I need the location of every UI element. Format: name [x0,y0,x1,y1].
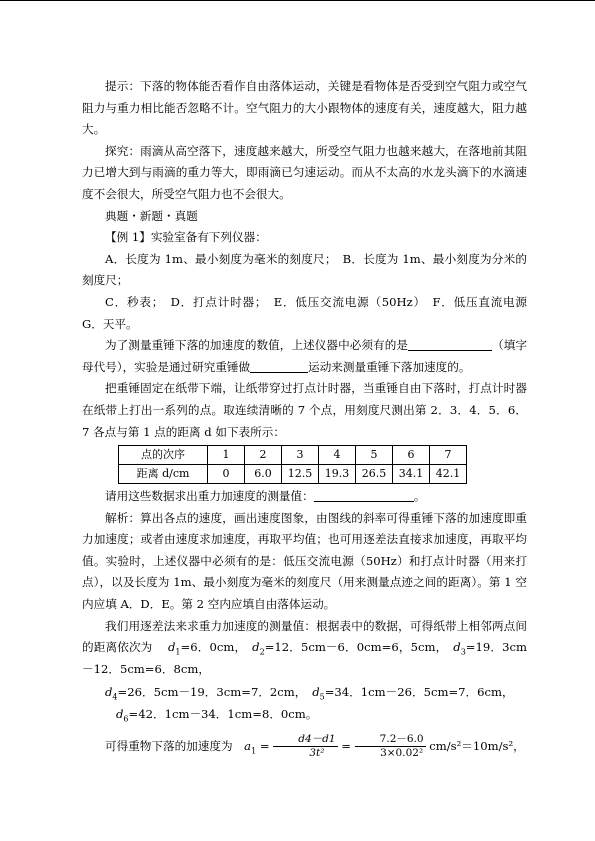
question-1-part-c: 运动来测量重锤下落加速度的。 [308,359,471,374]
answer-blank-2[interactable] [250,358,308,373]
d3-value: =19．3cm－12．5cm=6．8cm， [82,640,527,676]
question-1-part-b: （填字母代号），实验是通过研究重锤做 [82,338,527,374]
question-3 [82,486,527,508]
fraction-2-numerator: 7.2－6.0 [355,733,426,747]
question-1-part-a: 为了测量重锤下落的加速度的数值，上述仪器中必须有的是 [105,338,409,353]
explore-paragraph: 探究：雨滴从高空落下，速度越来越大，所受空气阻力也越来越大，在落地前其阻力已增大到与雨滴的重力等大，即雨滴已匀速运动。而从不太高的水龙头滴下的水滴速度不会很大，所受空气阻力也不会很大。 [82,143,527,201]
table-cell: 5 [356,446,393,465]
table-cell: 2 [245,446,282,465]
table-cell: 3 [282,446,319,465]
table-cell: 19.3 [319,465,356,484]
table-cell: 0 [208,465,245,484]
hint-paragraph: 提示：下落的物体能否看作自由落体运动，关键是看物体是否受到空气阻力或空气阻力与重力相比能否忽略不计。空气阻力的大小跟物体的速度有关，速度越大，阻力越大。 [82,79,527,137]
d6-line: $d_6=42$．1cm－34．1cm=8．0cm。 [116,707,318,724]
fraction-2-denominator: 3×0.02² [380,747,424,760]
section-title: 典题・新题・真题 [105,208,198,223]
result-text: 可得重物下落的加速度为 [105,738,233,753]
d2-value: =12．5cm－6．0cm=6，5cm， [264,640,442,655]
table-cell: 26.5 [356,465,393,484]
table-header-label: 点的次序 [119,446,208,465]
table-row [119,465,467,484]
answer-blank-3[interactable] [314,487,414,502]
method-paragraph: 我们用逐差法来求重力加速度的测量值：根据表中的数据，可得纸带上相邻两点间的距离依次为 $d_1=6$．0cm， $d_2=12$．5cm－6．0cm=6，5cm， $d_3=19$．3cm－12．5cm=6．8cm， [82,618,527,676]
table-cell: 7 [430,446,467,465]
table-cell: 1 [208,446,245,465]
fraction-1-numerator: d4－d1 [273,733,337,747]
table-cell: 6.0 [245,465,282,484]
fraction-1-denominator: 3t² [309,747,325,760]
page-top-border [0,0,595,1]
question-1 [82,335,527,378]
result-line: 可得重物下落的加速度为 $a_1$ = $\frac{d4-d1}{\text{3t²}}$ = $\frac{7.2-6.0}{\text{3×0.02²}}$ cm/s²＝10m/s²， [105,733,525,760]
table-row [119,446,467,465]
answer-blank-1[interactable] [408,336,492,351]
options-line-1: A．长度为 1m、最小刻度为毫米的刻度尺； B．长度为 1m、最小刻度为分米的刻度尺； [82,251,527,288]
table-cell: 42.1 [430,465,467,484]
table-cell: 12.5 [282,465,319,484]
table-cell: 4 [319,446,356,465]
d4-d5-line: $d_4=26$．5cm－19．3cm=7．2cm， $d_5=34$．1cm－26．5cm=7．6cm， [105,685,514,702]
question-3-end: 。 [413,489,426,504]
table-cell: 6 [393,446,430,465]
d1-value: =6．0cm， [180,640,241,655]
table-cell: 34.1 [393,465,430,484]
question-3-text: 请用这些数据求出重力加速度的测量值： [105,489,314,504]
question-2: 把重锤固定在纸带下端，让纸带穿过打点计时器，当重锤自由下落时，打点计时器在纸带上打出一系列的点。取连续清晰的 7 个点，用刻度尺测出第 2．3．4．5．6．7 各点与第 1 点的距离 d 如下表所示： [82,381,527,439]
method-text: 我们用逐差法来求重力加速度的测量值：根据表中的数据，可得纸带上相邻两点间的距离依次为 [82,618,527,655]
formula-fraction-1 [273,733,337,760]
formula-fraction-2 [355,733,426,760]
example-title: 【例 1】实验室备有下列仪器： [105,230,267,245]
d4-value: =26．5cm－19．3cm=7．2cm， [117,685,301,700]
document-page [82,76,539,766]
d5-value: =34．1cm－26．5cm=7．6cm， [324,685,514,700]
options-line-2: C．秒表； D．打点计时器； E．低压交流电源（50Hz） F．低压直流电源 G．天平。 [82,294,539,331]
analysis-paragraph: 解析：算出各点的速度，画出速度图象，由图线的斜率可得重锤下落的加速度即重力加速度；或者由速度求加速度，再取平均值；也可用逐差法直接求加速度，再取平均值。实验时，上述仪器中必须有的是：低压交流电源（50Hz）和打点计时器（用来打点），以及长度为 1m、最小刻度为毫米的刻度尺（用来测量点迹之间的距离）。第 1 空内应填 A．D．E。第 2 空内应填自由落体运动。 [82,510,527,612]
formula-tail: cm/s²＝10m/s²， [429,738,525,753]
d6-value: =42．1cm－34．1cm=8．0cm。 [128,707,318,722]
table-row-label: 距离 d/cm [119,465,208,484]
distance-table [118,445,467,484]
